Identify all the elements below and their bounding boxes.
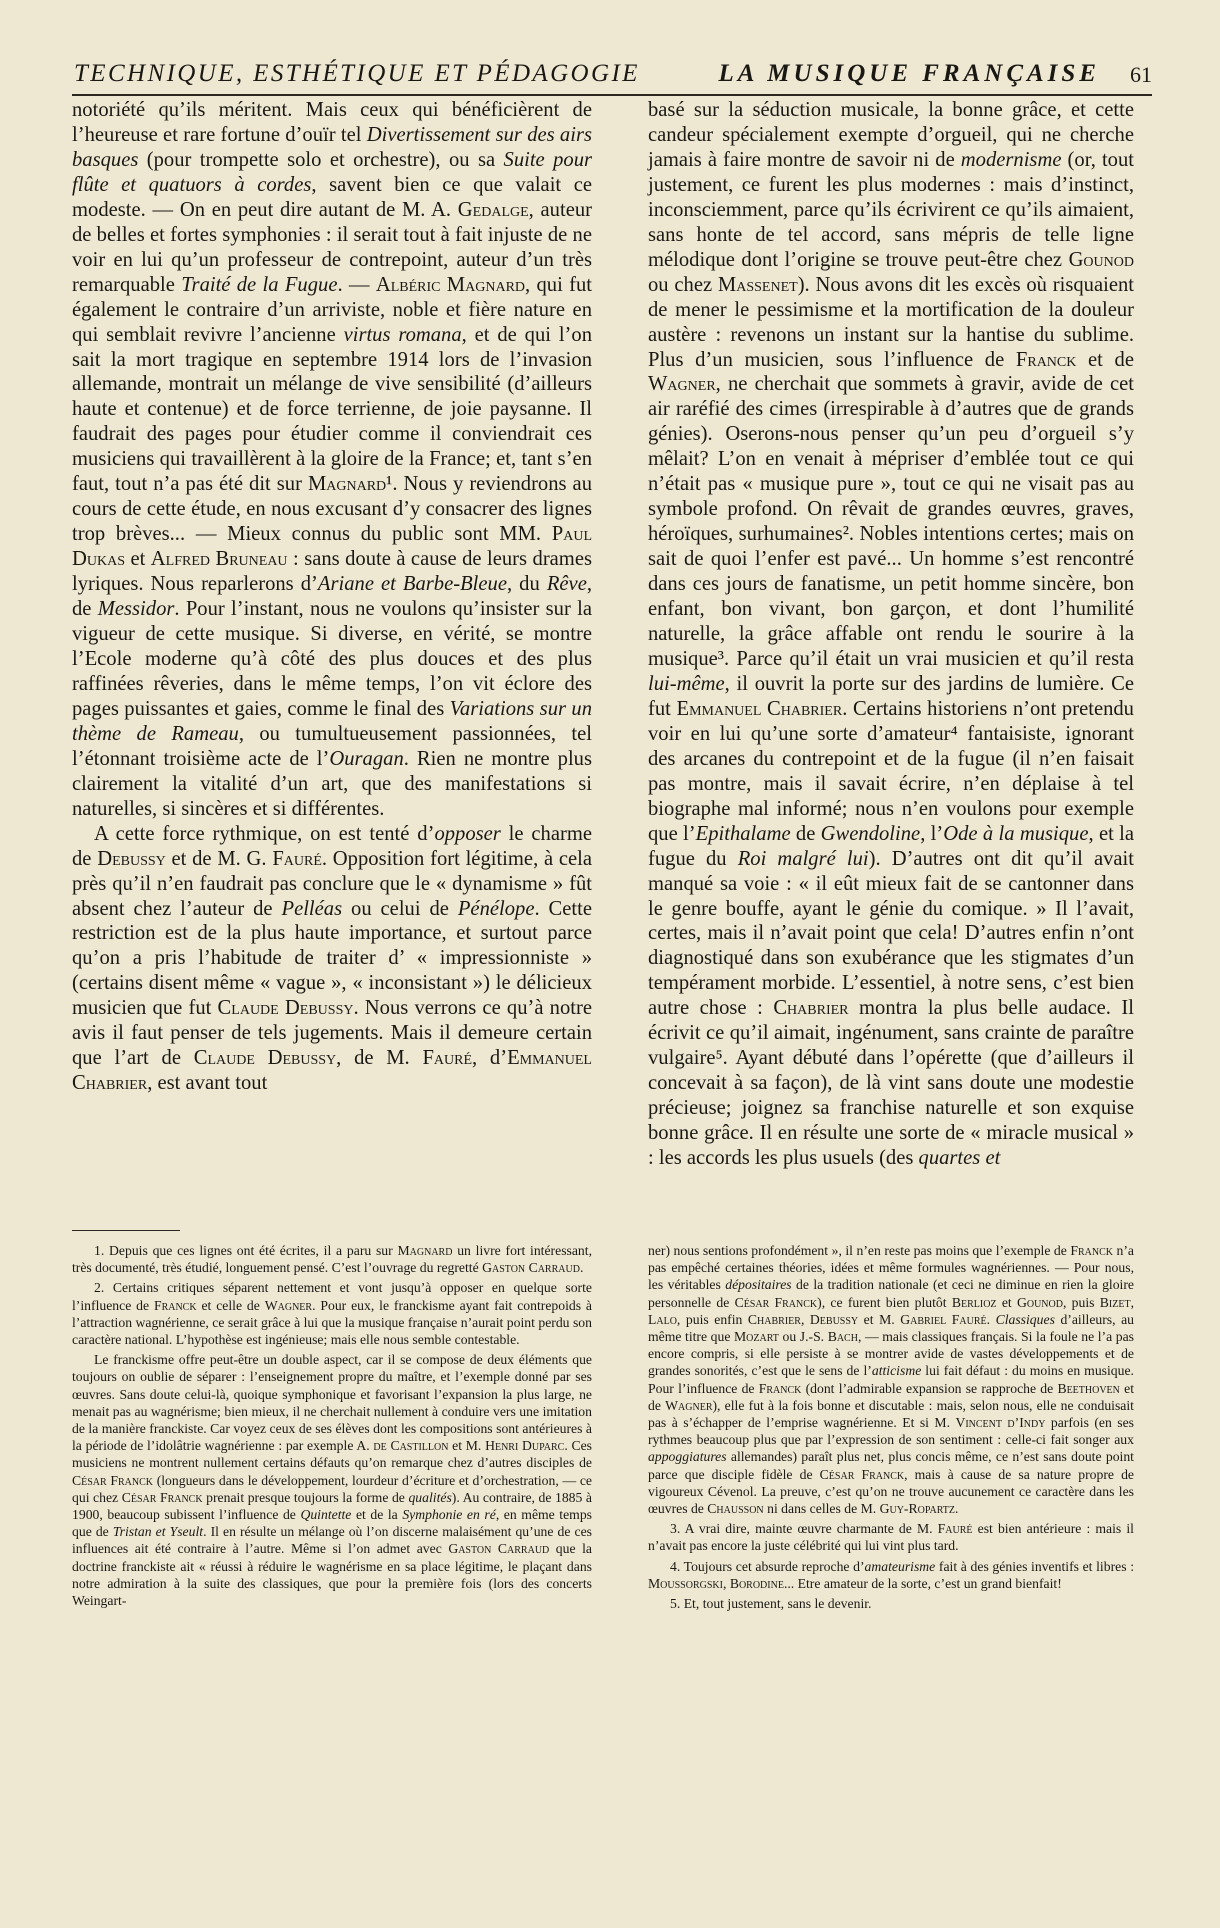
- footnote: 2. Certains critiques séparent nettement et vont jusqu’à opposer en quelque sorte l’influence de Franck et celle de Wagner. Pour eux, le franckisme ayant fait contrepoids à l’attraction wagnérienne, ce serait grâce à lui que la musique française n’aurait point perdu son caractère national. L’hypothèse est ingénieuse; mais elle nous semble contestable.: [72, 1280, 593, 1348]
- footnote: 5. Et, tout justement, sans le devenir.: [670, 1596, 872, 1612]
- page-number: 61: [1130, 62, 1152, 87]
- footnote: 1. Depuis que ces lignes ont été écrites, il a paru sur Magnard un livre fort intéressant, très documenté, très étudié, longuement pensé. C’est l’ouvrage du regretté Gaston Carraud.: [72, 1243, 592, 1276]
- body-paragraph: A cette force rythmique, on est tenté d’opposer le charme de Debussy et de M. G. Fauré. Opposition fort légitime, à cela près qu’il n’en faudrait pas conclure que le « dynamisme » fût absent chez l’auteur de Pelléas ou celui de Pénélope. Cette restriction est de la plus haute importance, et surtout parce qu’on a pris l’habitude de traiter d’ « impressionniste » (certains disent même « vague », « inconsistant ») le délicieux musicien que fut Claude Debussy. Nous verrons ce qu’à notre avis il faut penser de tels jugements. Mais il demeure certain que l’art de Claude Debussy, de M. Fauré, d’Emmanuel Chabrier, est avant tout: [72, 822, 593, 1095]
- footnote-rule: [72, 1230, 180, 1231]
- body-paragraph: notoriété qu’ils méritent. Mais ceux qui bénéficièrent de l’heureuse et rare fortune d’ouïr tel Divertissement sur des airs basques (pour trompette solo et orchestre), ou sa Suite pour flûte et quatuors à cordes, savent bien ce que valait ce modeste. — On en peut dire autant de M. A. Gedalge, auteur de belles et fortes symphonies : il serait tout à fait injuste de ne voir en lui qu’un professeur de contrepoint, auteur d’un très remarquable Traité de la Fugue. — Albéric Magnard, qui fut également le contraire d’un arriviste, noble et fière nature en qui semblait revivre l’ancienne virtus romana, et de qui l’on sait la mort tragique en septembre 1914 lors de l’invasion allemande, montrait un mélange de vive sensibilité (d’ailleurs haute et contenue) et de force terrienne, de joie paysanne. Il faudrait des pages pour étudier comme il conviendrait ces musiciens qui travaillèrent à la gloire de la France; et, tant s’en faut, tout n’a pas été dit sur Magnard¹. Nous y reviendrons au cours de cette étude, en nous excusant d’y consacrer des lignes trop brèves... — Mieux connus du public sont MM. Paul Dukas et Alfred Bruneau : sans doute à cause de leurs drames lyriques. Nous reparlerons d’Ariane et Barbe-Bleue, du Rêve, de Messidor. Pour l’instant, nous ne voulons qu’insister sur la vigueur de cette musique. Si diverse, en vérité, se montre l’Ecole moderne qu’à côté des plus douces et des plus raffinées rêveries, dans le même temps, l’on vit éclore des pages puissantes et gaies, comme le final des Variations sur un thème de Rameau, ou tumultueusement passionnées, tel l’étonnant troisième acte de l’Ouragan. Rien ne montre plus clairement la vitalité d’un art, que des manifestations si naturelles, si sincères et si différentes.: [72, 99, 592, 820]
- footnote: 4. Toujours cet absurde reproche d’amateurisme fait à des génies inventifs et libres : Moussorgski, Borodine... Etre amateur de la sorte, c’est un grand bienfait!: [648, 1558, 1134, 1591]
- header-right-title: LA MUSIQUE FRANÇAISE: [718, 60, 1100, 87]
- header-left-title: TECHNIQUE, ESTHÉTIQUE ET PÉDAGOGIE: [74, 60, 640, 87]
- footnote: ner) nous sentions profondément », il n’en reste pas moins que l’exemple de Franck n’a pas empêché certaines théories, idées et même formules wagnériennes. — Pour nous, les véritables dépositaires de la tradition nationale (et ceci ne diminue en rien la gloire personnelle de César Franck), ce furent bien plutôt Berlioz et Gounod, puis Bizet, Lalo, puis enfin Chabrier, Debussy et M. Gabriel Fauré. Classiques d’ailleurs, au même titre que Mozart ou J.-S. Bach, — mais classiques français. Si la foule ne l’a pas encore compris, si elle persiste à se montrer avide de vastes développements et de grandes sonorités, c’est que le sens de l’atticisme lui fait défaut : du moins en musique. Pour l’influence de Franck (dont l’admirable expansion se rapproche de Beethoven et de Wagner), elle fut à la fois bonne et discutable : mais, selon nous, elle ne conduisait pas à s’échapper de l’emprise wagnérienne. Et si M. Vincent d’Indy parfois (en ses rythmes beaucoup plus que par l’expression de son sentiment : celle-ci fait songer aux appoggiatures allemandes) paraît plus net, plus concis même, ce n’est sans doute point parce que disciple fidèle de César Franck, mais à cause de sa nature propre de vigoureux Cévenol. La preuve, c’est qu’on ne trouve aucunement ce caractère dans les œuvres de Chausson ni dans celles de M. Guy-Ropartz.: [648, 1243, 1135, 1517]
- footnote: 3. A vrai dire, mainte œuvre charmante de M. Fauré est bien antérieure : mais il n’avait pas encore la juste célébrité qui lui vint plus tard.: [648, 1521, 1134, 1554]
- footnote: Le franckisme offre peut-être un double aspect, car il se compose de deux éléments que toujours on oublie de séparer : l’enseignement propre du maître, et l’exemple donné par ses œuvres. Sans doute celui-là, quoique symphonique et favorisant l’expansion la plus large, ne menait pas au wagnérisme; bien mieux, il ne cherchait nullement à conduire vers une imitation de la manière franckiste. Car voyez ceux de ses élèves dont les compositions sont antérieures à la période de l’idolâtrie wagnérienne : par exemple A. de Castillon et M. Henri Duparc. Ces musiciens ne montrent nullement certains défauts qu’on remarque chez d’autres disciples de César Franck (longueurs dans le développement, lourdeur d’écriture et d’orchestration, — ce qui chez César Franck prenait presque toujours la forme de qualités). Au contraire, de 1885 à 1900, beaucoup subissent l’influence de Quintette et de la Symphonie en ré, en même temps que de Tristan et Yseult. Il en résulte un mélange où l’on discerne malaisément qu’une de ces influences ait été contraire à l’autre. Même si l’on admet avec Gaston Carraud que la doctrine franckiste ait « réussi à réduire le wagnérisme en sa place légitime, le plaçant dans notre admiration à la suite des classiques, que pour la première fois (lors des concerts Weingart-: [72, 1352, 592, 1609]
- footnotes-right-column: [648, 1242, 1134, 1615]
- footnotes-left-column: [72, 1242, 592, 1612]
- running-header: [72, 54, 1152, 96]
- left-text-column: [72, 98, 592, 1096]
- body-paragraph: basé sur la séduction musicale, la bonne grâce, et cette candeur spécialement exempte d’orgueil, qui ne cherche jamais à faire montre de savoir ni de modernisme (or, tout justement, ce furent les plus modernes : mais d’instinct, inconsciemment, parce qu’ils écrivirent ce qu’ils aimaient, sans honte de tel accord, sans mépris de telle ligne mélodique dont l’origine se trouve peut-être chez Gounod ou chez Massenet). Nous avons dit les excès où risquaient de mener le pessimisme et la mortification de la douleur austère : revenons un instant sur la hantise du sublime. Plus d’un musicien, sous l’influence de Franck et de Wagner, ne cherchait que sommets à gravir, avide de cet air raréfié des cimes (irrespirable à d’autres que de grands génies). Oserons-nous penser qu’un peu d’orgueil s’y mêlait? L’on en venait à mépriser d’emblée tout ce qui n’était pas « musique pure », tout ce qui ne visait pas au symbole profond. On rêvait de grandes œuvres, graves, héroïques, surhumaines². Nobles intentions certes; mais on sait de quoi l’enfer est pavé... Un homme s’est rencontré dans ces jours de fanatisme, un petit homme sincère, bon enfant, bon vivant, bon garçon, et dont l’humilité naturelle, la grâce affable ont rendu le sourire à la musique³. Parce qu’il était un vrai musicien et qu’il resta lui-même, il ouvrit la porte sur des jardins de lumière. Ce fut Emmanuel Chabrier. Certains historiens n’ont pretendu voir en lui qu’une sorte d’amateur⁴ fantaisiste, ignorant des arcanes du contrepoint et de la fugue (il n’en faisait pas montre, mais il savait écrire, n’en déplaise à tel biographe mal informé; nous n’en voulons pour exemple que l’Epithalame de Gwendoline, l’Ode à la musique, et la fugue du Roi malgré lui). D’autres ont dit qu’il avait manqué sa voie : « il eût mieux fait de se cantonner dans le genre bouffe, ayant le génie du comique. » Il l’avait, certes, mais il n’avait point que cela! D’autres enfin n’ont diagnostiqué dans son exubérance que les stigmates d’un tempérament morbide. L’essentiel, à notre sens, c’est bien autre chose : Chabrier montra la plus belle audace. Il écrivit ce qu’il aimait, ingénument, sans crainte de paraître vulgaire⁵. Ayant débuté dans l’opérette (que d’ailleurs il concevait à sa façon), de là vint sans doute une modestie précieuse; joignez sa franchise naturelle et son exquise bonne grâce. Il en résulte une sorte de « miracle musical » : les accords les plus usuels (des quartes et: [648, 99, 1134, 1170]
- right-text-column: [648, 98, 1134, 1171]
